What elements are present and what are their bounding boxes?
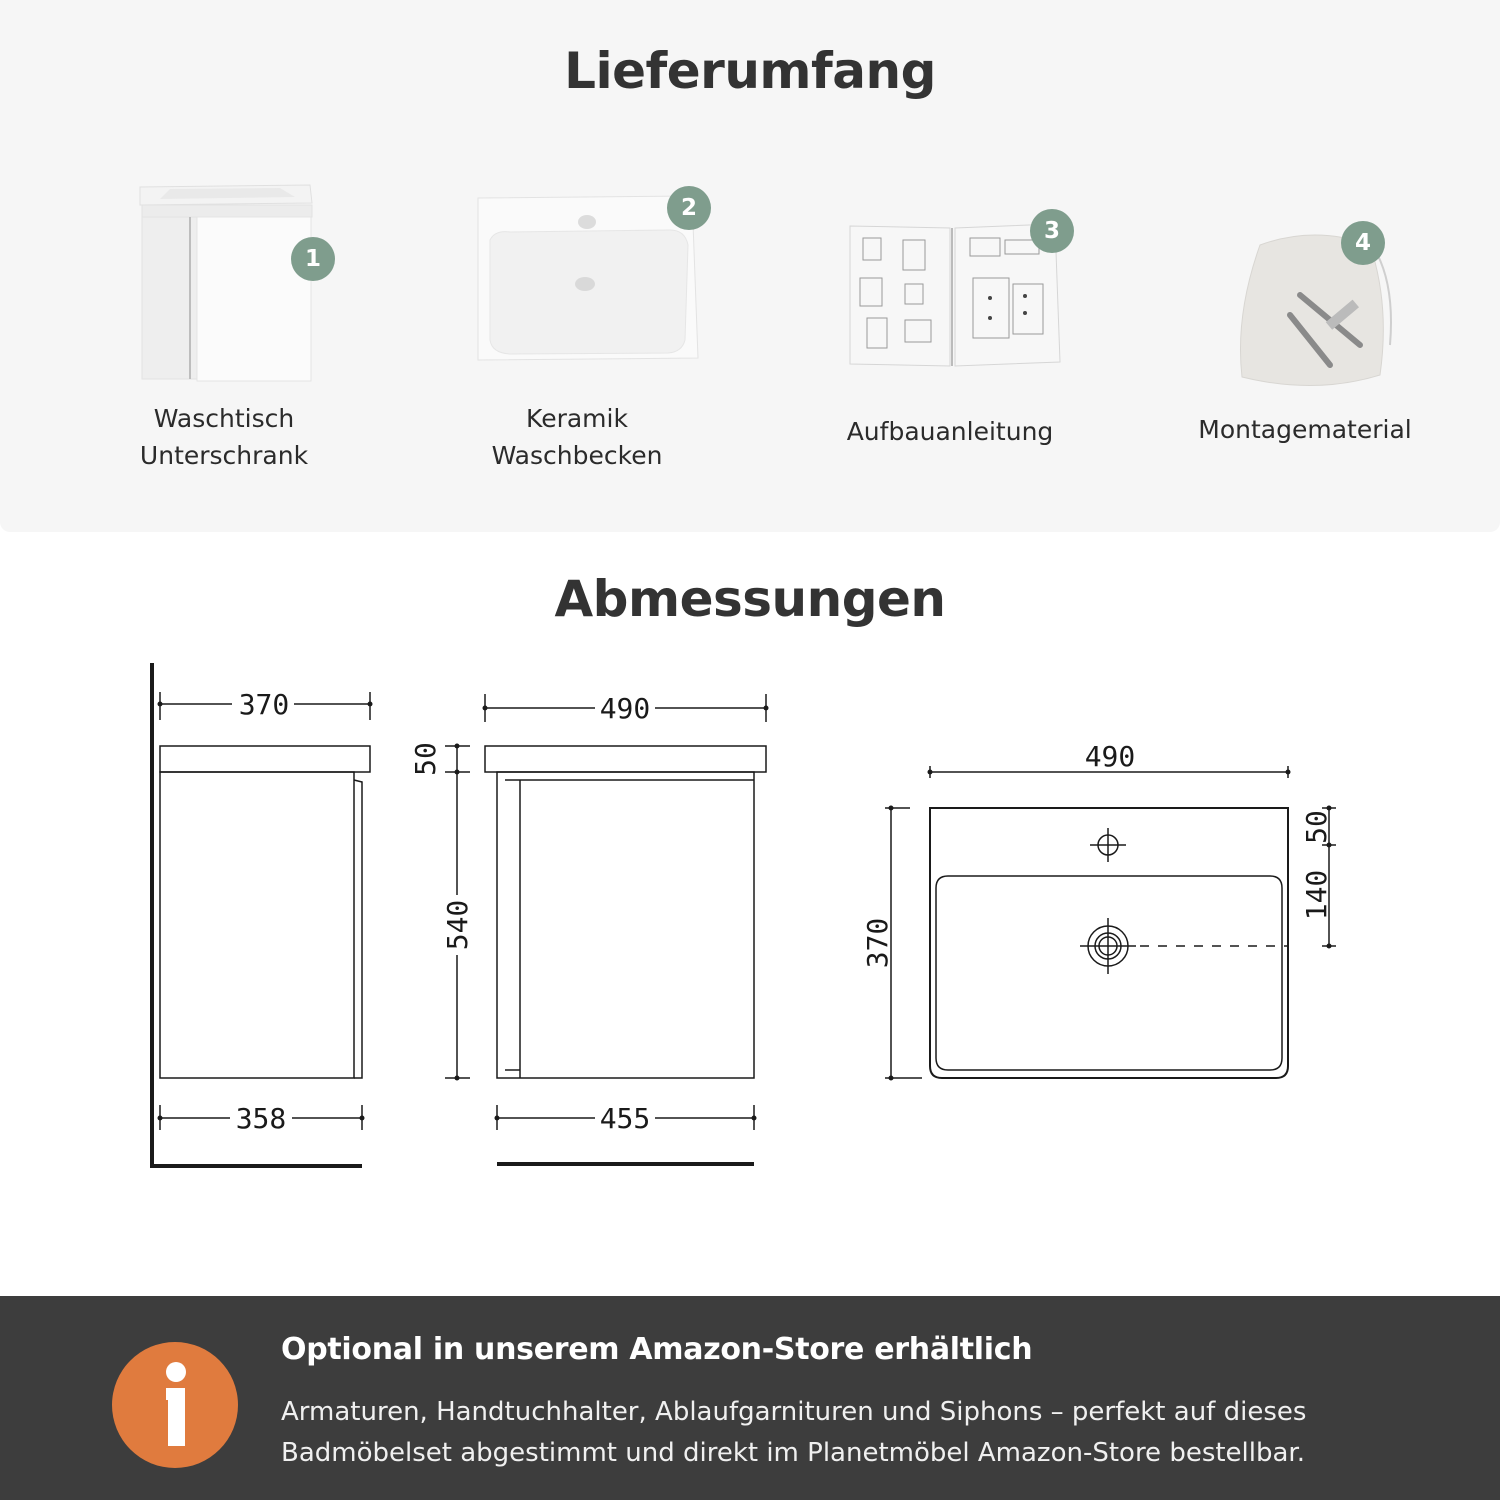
item-2-label: Keramik Waschbecken: [491, 404, 663, 470]
front-top-height-label: 50: [409, 742, 442, 776]
scope-title: Lieferumfang: [564, 42, 936, 100]
info-text: Armaturen, Handtuchhalter, Ablaufgarnituren und Siphons – perfekt auf dieses Badmöbelset abgestimmt und direkt im Planetmöbel Amazon-Store bestellbar.: [281, 1397, 1307, 1468]
item-4-label: Montagematerial: [1198, 415, 1412, 444]
basin-tap-offset-label: 50: [1300, 810, 1333, 844]
side-top-width-label: 370: [238, 688, 290, 721]
dimensions-title: Abmessungen: [554, 570, 946, 628]
item-3-label: Aufbauanleitung: [846, 417, 1054, 446]
front-view-drawing: [445, 694, 766, 1164]
item-1-label: Waschtisch Unterschrank: [139, 404, 309, 470]
info-icon: [112, 1342, 238, 1468]
front-top-width-label: 490: [599, 692, 651, 725]
item-cabinet: [130, 175, 330, 390]
info-banner: [0, 1296, 1500, 1500]
cabinet-image: [130, 175, 330, 390]
basin-drain-offset-label: 140: [1300, 869, 1333, 921]
item-1-badge: 1: [291, 237, 335, 281]
info-title: Optional in unserem Amazon-Store erhältlich: [281, 1332, 1033, 1367]
side-view-drawing: [150, 663, 370, 1168]
item-4-badge: 4: [1341, 221, 1385, 265]
scope-of-delivery-panel: [0, 0, 1500, 532]
item-2-badge: 2: [667, 186, 711, 230]
side-bottom-width-label: 358: [235, 1102, 287, 1135]
item-3-badge: 3: [1030, 209, 1074, 253]
dimensions-drawing: [0, 650, 1500, 1190]
basin-depth-label: 370: [861, 917, 894, 969]
front-bottom-width-label: 455: [599, 1102, 651, 1135]
basin-view-drawing: [885, 766, 1336, 1078]
front-body-height-label: 540: [441, 899, 474, 951]
basin-width-label: 490: [1084, 740, 1136, 773]
